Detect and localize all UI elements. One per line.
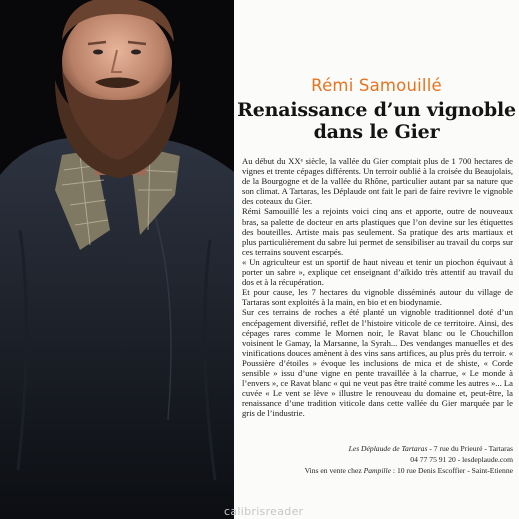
signature-sale: [241, 466, 513, 476]
article-paragraph: Rémi Samouillé les a rejoints voici cinq ans et apporte, outre de nouveaux bras, sa palette de docteur en arts plastiques que l’on devine sur les étiquettes des bouteilles. Artiste mais pas seulement. Sa pratique des arts martiaux et plus particulièrement du sabre lui permet de sensibiliser au travail du corps sur ces terrains souvent escarpés.: [242, 206, 513, 257]
signature-contact: 04 77 75 91 20 - lesdeplaude.com: [410, 455, 513, 464]
sale-shop: Pampille: [363, 466, 392, 475]
article-title: [234, 99, 519, 143]
sale-prefix: Vins en vente chez: [304, 466, 364, 475]
estate-name: Les Déplaude de Tartaras: [348, 444, 428, 453]
watermark-text: calibrisreader: [224, 505, 304, 518]
article-title-line: dans le Gier: [313, 121, 440, 143]
estate-address: - 7 rue du Prieuré - Tartaras: [427, 444, 513, 453]
portrait-illustration: [0, 0, 234, 519]
article-paragraph: « Un agriculteur est un sportif de haut niveau et tenir un piochon équivaut à porter un sabre », explique cet enseignant d’aïkido très attentif au travail du dos et à la récupération.: [242, 256, 513, 288]
article-page: [234, 0, 519, 519]
article-paragraph: Au début du XXᵉ siècle, la vallée du Gier comptait plus de 1 700 hectares de vignes et trente cépages différents. Un terroir oublié à la croisée du Beaujolais, de la Bourgogne et de la vallée du Rhône, particulier autant par sa nature que son climat. A Tartaras, les Déplaude ont fait le pari de faire revivre le vignoble des coteaux du Gier.: [242, 156, 513, 207]
article-paragraph: Sur ces terrains de roches a été planté un vignoble traditionnel doté d’un encépagement diversifié, reflet de l’histoire viticole de ce territoire. Ainsi, des cépages rares comme le Mornen noir, le Ravat blanc ou le Chouchillon voisinent le Gamay, la Marsanne, la Syrah... Des vendanges manuelles et des vinifications douces amènent à des vins sans artifices, au plus près du terroir. « Poussière d’étoiles » évoque les inclusions de mica et de shiste, « Corde sensible » issu d’une vigne en pente travaillée à la charrue, « Le monde à l’envers », ce Ravat blanc « qui ne veut pas être traité comme les autres »... La cuvée « Le vent se lève » illustre le renouveau du domaine et, peut-être, la renaissance d’une tradition viticole dans cette vallée du Gier marquée par le gris de l’industrie.: [242, 307, 513, 419]
article-paragraph: Et pour cause, les 7 hectares du vignoble disséminés autour du village de Tartaras sont exploités à la main, en bio et en biodynamie.: [242, 287, 513, 308]
portrait-photo: [0, 0, 234, 519]
author-name: Rémi Samouillé: [311, 76, 442, 95]
article-body: [242, 156, 513, 418]
sale-address: : 10 rue Denis Escoffier - Saint-Etienne: [391, 466, 513, 475]
signature-estate: [241, 444, 513, 454]
article-title-line: Renaissance d’un vignoble: [237, 99, 516, 121]
